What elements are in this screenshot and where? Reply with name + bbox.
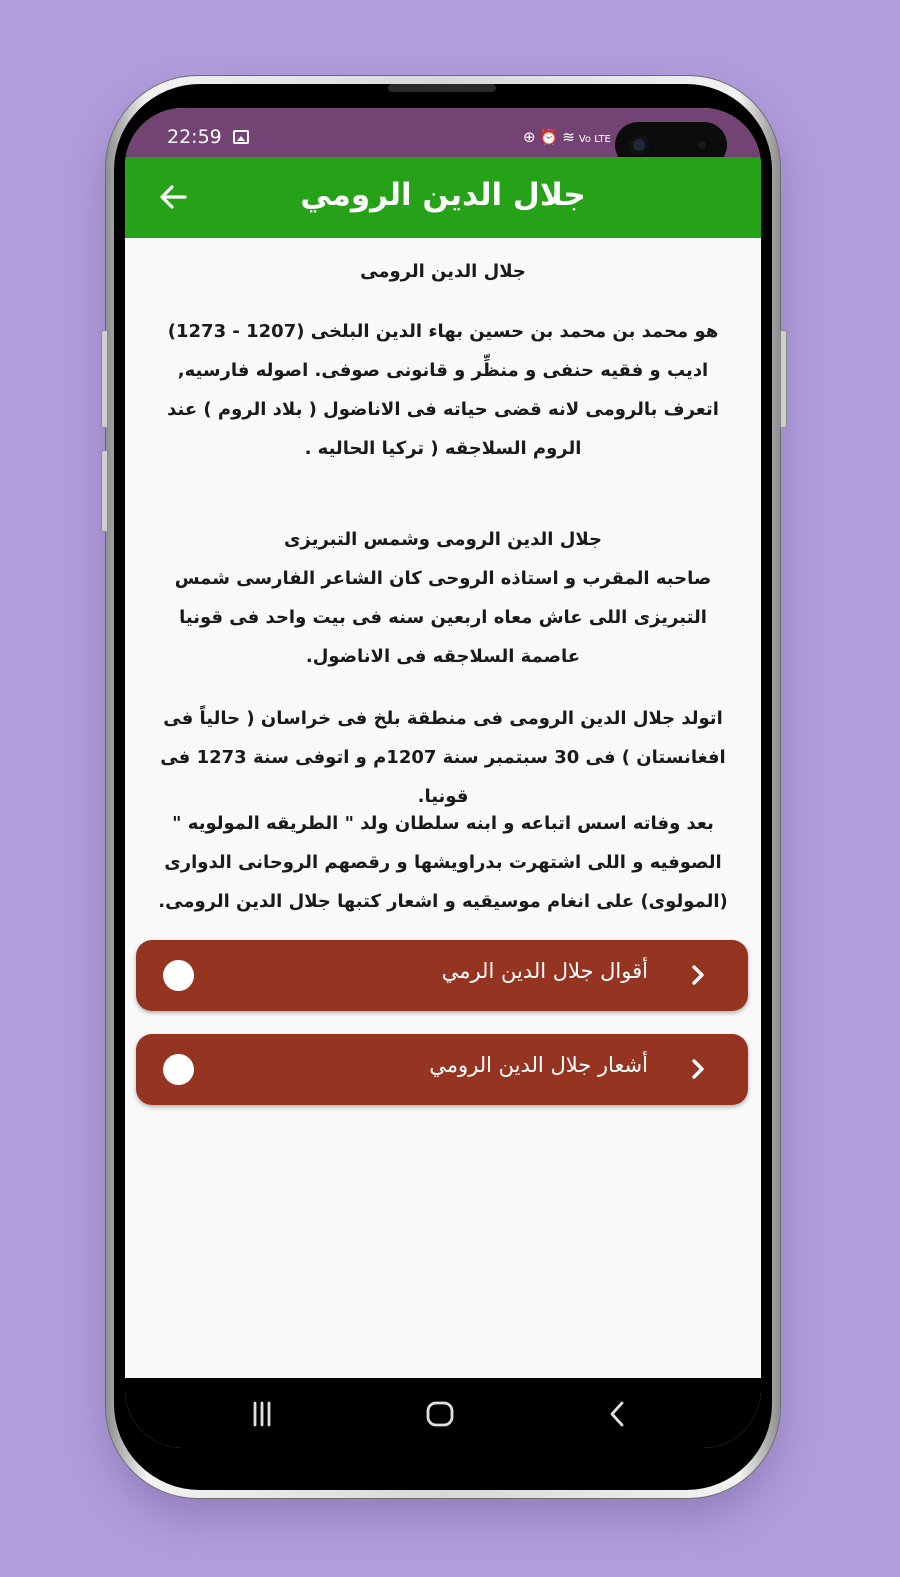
article-paragraph: اتولد جلال الدين الرومى فى منطقة بلخ فى خراسان ( حالياً فى افغانستان ) فى 30 سبتمبر سنة 1207م و اتوفى سنة 1273 فى قونيا. <box>160 708 726 807</box>
app-bar <box>125 157 761 238</box>
status-bar <box>125 108 761 157</box>
arrow-left-icon[interactable] <box>151 175 195 219</box>
article-paragraph: هو محمد بن محمد بن حسين بهاء الدين البلخى (1207 - 1273) اديب و فقيه حنفى و منظِّر و قانونى صوفى. اصوله فارسيه, اتعرف بالرومى لانه قضى حياته فى الاناضول ( بلاد الروم ) عند الروم السلاجقه ( تركيا الحاليه . <box>167 321 719 459</box>
circle-icon <box>163 960 194 991</box>
side-button-left <box>101 330 108 428</box>
phone-screen <box>125 108 761 1448</box>
article-paragraph: بعد وفاته اسس اتباعه و ابنه سلطان ولد " الطريقه المولويه " الصوفيه و اللى اشتهرت بدراويشها و رقصهم الروحانى الدوارى (المولوى) على انغام موسيقيه و اشعار كتبها جلال الدين الرومى. <box>158 813 728 912</box>
camera-lens-icon <box>629 135 649 155</box>
status-icons <box>523 128 611 146</box>
chevron-right-icon <box>686 963 710 987</box>
camera-sensor-icon <box>695 138 709 152</box>
article-subheading: جلال الدين الرومى وشمس التبريزى <box>284 529 602 550</box>
recents-icon[interactable] <box>245 1399 279 1429</box>
status-time: 22:59 <box>167 126 222 148</box>
side-button-left-lower <box>101 450 108 532</box>
menu-item-label: أقوال جلال الدين الرمي <box>441 959 648 983</box>
article-heading: جلال الدين الرومى <box>360 261 526 282</box>
earpiece-speaker <box>388 84 496 92</box>
circle-icon <box>163 1054 194 1085</box>
poems-button[interactable] <box>136 1034 748 1105</box>
alarm-icon: ⏰ <box>539 128 563 146</box>
page-title: جلال الدين الرومي <box>300 177 586 213</box>
menu-item-label: أشعار جلال الدين الرومي <box>429 1053 648 1077</box>
home-icon[interactable] <box>423 1399 457 1429</box>
wifi-icon: ≋ <box>562 128 579 146</box>
volte-icon: Vo LTE <box>578 134 611 145</box>
article-content <box>125 238 761 1378</box>
sayings-button[interactable] <box>136 940 748 1011</box>
system-nav-bar <box>125 1378 761 1448</box>
chevron-right-icon <box>686 1057 710 1081</box>
back-icon[interactable] <box>601 1399 635 1429</box>
data-saver-icon: ⊕ <box>523 128 540 146</box>
side-button-right <box>780 330 787 428</box>
image-icon <box>233 130 249 144</box>
article-paragraph: صاحبه المقرب و استاذه الروحى كان الشاعر الفارسى شمس التبريزى اللى عاش معاه اربعين سنه فى بيت واحد فى قونيا عاصمة السلاجقه فى الاناضول. <box>174 568 712 667</box>
